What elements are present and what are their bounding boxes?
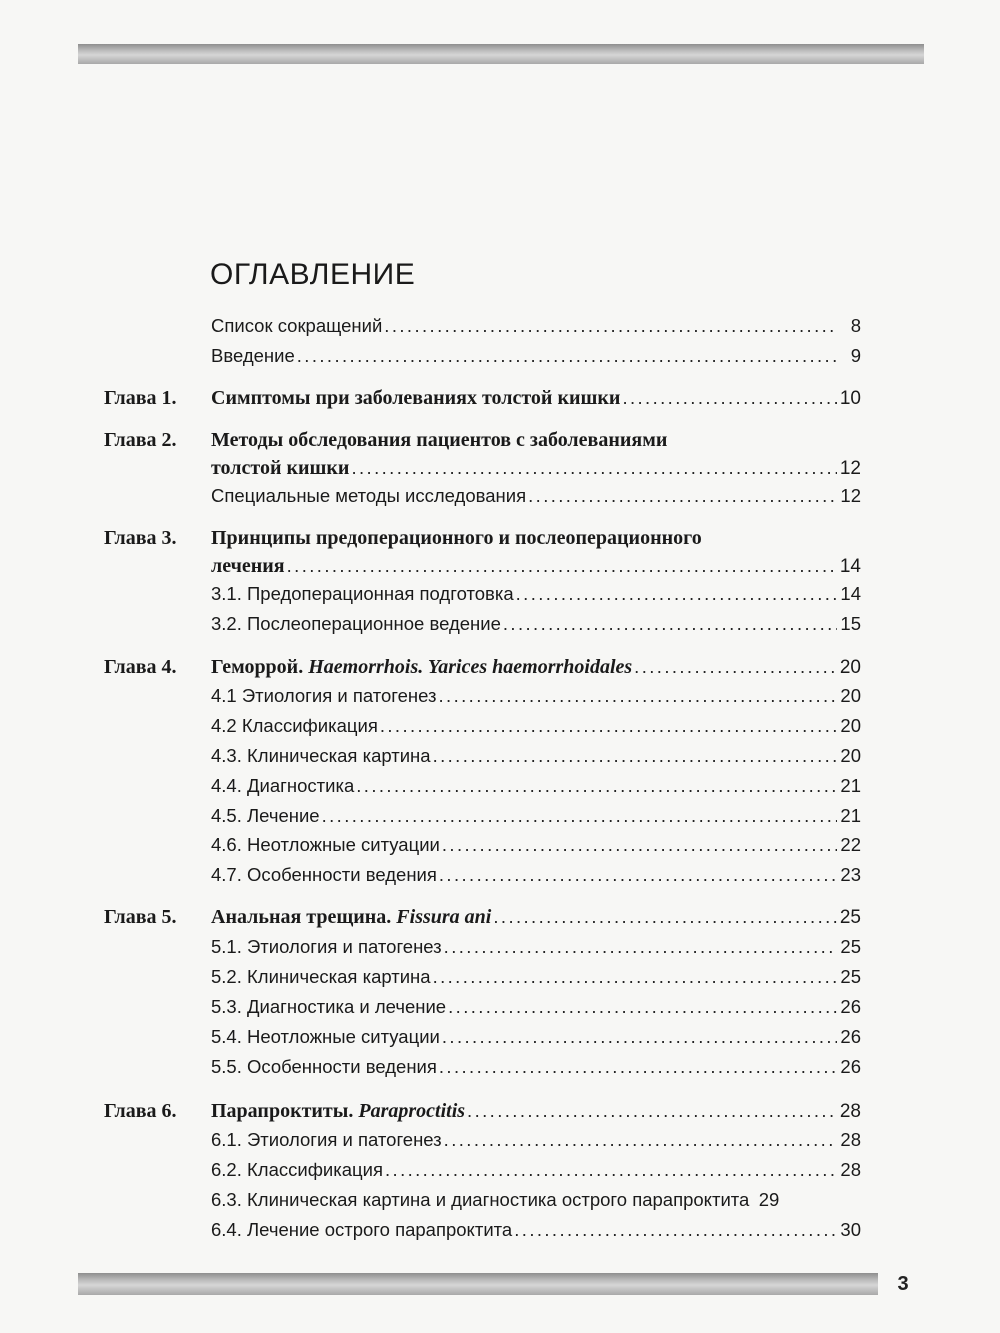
chapter-2-label: Глава 2. (104, 429, 177, 451)
dot-leader (448, 992, 837, 1022)
chapter-4-label: Глава 4. (104, 656, 177, 678)
toc-entry-text: Симптомы при заболеваниях толстой кишки (211, 387, 621, 409)
toc-page-number: 26 (840, 1056, 861, 1077)
page-number: 3 (897, 1273, 909, 1295)
dot-leader (351, 453, 837, 483)
dot-leader (356, 771, 837, 801)
toc-entry-text: 5.3. Диагностика и лечение (211, 996, 447, 1017)
toc-entry-text (211, 652, 632, 682)
toc-entry-text (211, 1096, 465, 1126)
toc-page-number: 21 (840, 805, 861, 826)
toc-entry-chapter-1[interactable] (211, 383, 861, 413)
dot-leader (385, 1155, 837, 1185)
toc-entry-chapter-6[interactable] (211, 1096, 861, 1126)
toc-entry-chapter-4[interactable] (211, 652, 861, 682)
dot-leader (444, 1125, 837, 1155)
toc-entry-text: 3.1. Предоперационная подготовка (211, 583, 514, 604)
dot-leader (384, 311, 837, 341)
toc-page-number: 26 (840, 996, 861, 1017)
toc-page-number: 9 (850, 345, 861, 366)
toc-page-number: 25 (840, 936, 861, 957)
toc-page-number: 20 (840, 685, 861, 706)
toc-entry-text: 5.5. Особенности ведения (211, 1056, 437, 1077)
toc-page-number: 14 (839, 556, 861, 577)
toc-entry-5-1[interactable] (211, 932, 861, 962)
toc-entry-4-5[interactable] (211, 801, 861, 831)
chapter-3-label: Глава 3. (104, 527, 177, 549)
chapter-6-label: Глава 6. (104, 1100, 177, 1122)
chapter-title-ru: Анальная трещина. (211, 906, 392, 928)
dot-leader (516, 579, 837, 609)
toc-entry-text: 6.2. Классификация (211, 1159, 383, 1180)
dot-leader (439, 1052, 837, 1082)
dot-leader (433, 962, 837, 992)
chapter-1-label: Глава 1. (104, 387, 177, 409)
toc-entry-6-1[interactable] (211, 1125, 861, 1155)
dot-leader (433, 741, 837, 771)
chapter-title-latin: Paraproctitis (358, 1100, 466, 1122)
dot-leader (503, 609, 837, 639)
toc-page-number: 21 (840, 775, 861, 796)
toc-entry-6-4[interactable] (211, 1215, 861, 1245)
toc-entry-6-2[interactable] (211, 1155, 861, 1185)
dot-leader (622, 383, 837, 413)
toc-entry-4-7[interactable] (211, 860, 861, 890)
dot-leader (528, 481, 837, 511)
toc-page-number: 28 (840, 1159, 861, 1180)
toc-entry-chapter-5[interactable] (211, 902, 861, 932)
toc-page-number: 30 (840, 1219, 861, 1240)
toc-page-number: 25 (840, 966, 861, 987)
toc-entry-3-2[interactable] (211, 609, 861, 639)
chapter-title-latin: Haemorrhois. Yarices haemorrhoidales (308, 656, 633, 678)
toc-entry-text: 6.4. Лечение острого парапроктита (211, 1219, 513, 1240)
toc-entry-text: лечения (211, 555, 285, 577)
toc-entry-5-2[interactable] (211, 962, 861, 992)
toc-entry-text: 4.1 Этиология и патогенез (211, 685, 437, 706)
toc-page-number: 25 (839, 907, 861, 928)
chapter-5-label: Глава 5. (104, 906, 177, 928)
toc-entry-special-methods[interactable] (211, 481, 861, 511)
toc-entry-text: 5.1. Этиология и патогенез (211, 936, 442, 957)
toc-page-number: 12 (840, 485, 861, 506)
toc-entry-text: 3.2. Послеоперационное ведение (211, 613, 501, 634)
dot-leader (444, 932, 837, 962)
toc-entry-4-6[interactable] (211, 830, 861, 860)
dot-leader (322, 801, 837, 831)
dot-leader (493, 902, 837, 932)
toc-entry-4-1[interactable] (211, 681, 861, 711)
toc-page-number: 20 (840, 745, 861, 766)
toc-page-number: 14 (840, 583, 861, 604)
toc-entry-text: 6.3. Клиническая картина и диагностика острого парапроктита (211, 1189, 750, 1210)
toc-entry-text (211, 902, 491, 932)
toc-entry-text: 4.5. Лечение (211, 805, 320, 826)
dot-leader (514, 1215, 837, 1245)
dot-leader (467, 1096, 837, 1126)
dot-leader (442, 830, 837, 860)
toc-page-number: 10 (839, 388, 861, 409)
toc-entry-text: 5.4. Неотложные ситуации (211, 1026, 440, 1047)
dot-leader (439, 681, 837, 711)
toc-entry-text: Введение (211, 345, 295, 366)
toc-entry-5-3[interactable] (211, 992, 861, 1022)
toc-entry-4-4[interactable] (211, 771, 861, 801)
toc-entry-6-3[interactable] (211, 1185, 861, 1215)
dot-leader (287, 551, 837, 581)
toc-page-number: 28 (840, 1129, 861, 1150)
toc-page-number: 23 (840, 864, 861, 885)
dot-leader (634, 652, 837, 682)
toc-page-number: 20 (839, 657, 861, 678)
page-title: ОГЛАВЛЕНИЕ (210, 258, 416, 291)
toc-entry-introduction[interactable] (211, 341, 861, 371)
toc-page-number: 15 (840, 613, 861, 634)
chapter-3-title-line-1: Принципы предоперационного и послеоперационного (211, 527, 702, 549)
dot-leader (442, 1022, 837, 1052)
toc-page-number: 29 (758, 1189, 780, 1210)
toc-page-number: 20 (840, 715, 861, 736)
toc-page-number: 22 (840, 834, 861, 855)
toc-entry-text: 4.6. Неотложные ситуации (211, 834, 440, 855)
dot-leader (439, 860, 837, 890)
dot-leader (380, 711, 837, 741)
toc-entry-4-2[interactable] (211, 711, 861, 741)
toc-entry-chapter-2[interactable] (211, 453, 861, 483)
toc-entry-5-4[interactable] (211, 1022, 861, 1052)
footer-rule (78, 1273, 878, 1295)
toc-entry-text: 4.3. Клиническая картина (211, 745, 431, 766)
chapter-2-title-line-1: Методы обследования пациентов с заболеваниями (211, 429, 668, 451)
toc-page-number: 8 (850, 315, 861, 336)
toc-entry-text: 4.7. Особенности ведения (211, 864, 437, 885)
chapter-title-ru: Геморрой. (211, 656, 304, 678)
toc-entry-text: толстой кишки (211, 457, 350, 479)
dot-leader (297, 341, 837, 371)
toc-page-number: 28 (839, 1101, 861, 1122)
toc-entry-5-5[interactable] (211, 1052, 861, 1082)
toc-entry-text: 5.2. Клиническая картина (211, 966, 431, 987)
toc-entry-abbreviations[interactable] (211, 311, 861, 341)
chapter-title-ru: Парапроктиты. (211, 1100, 354, 1122)
toc-entry-text: 4.2 Классификация (211, 715, 378, 736)
toc-entry-text: 6.1. Этиология и патогенез (211, 1129, 442, 1150)
toc-page-number: 12 (839, 458, 861, 479)
toc-entry-text: Список сокращений (211, 315, 383, 336)
toc-entry-text: 4.4. Диагностика (211, 775, 355, 796)
toc-entry-chapter-3[interactable] (211, 551, 861, 581)
toc-entry-text: Специальные методы исследования (211, 485, 527, 506)
toc-entry-3-1[interactable] (211, 579, 861, 609)
chapter-title-latin: Fissura ani (396, 906, 492, 928)
toc-page-number: 26 (840, 1026, 861, 1047)
toc-entry-4-3[interactable] (211, 741, 861, 771)
